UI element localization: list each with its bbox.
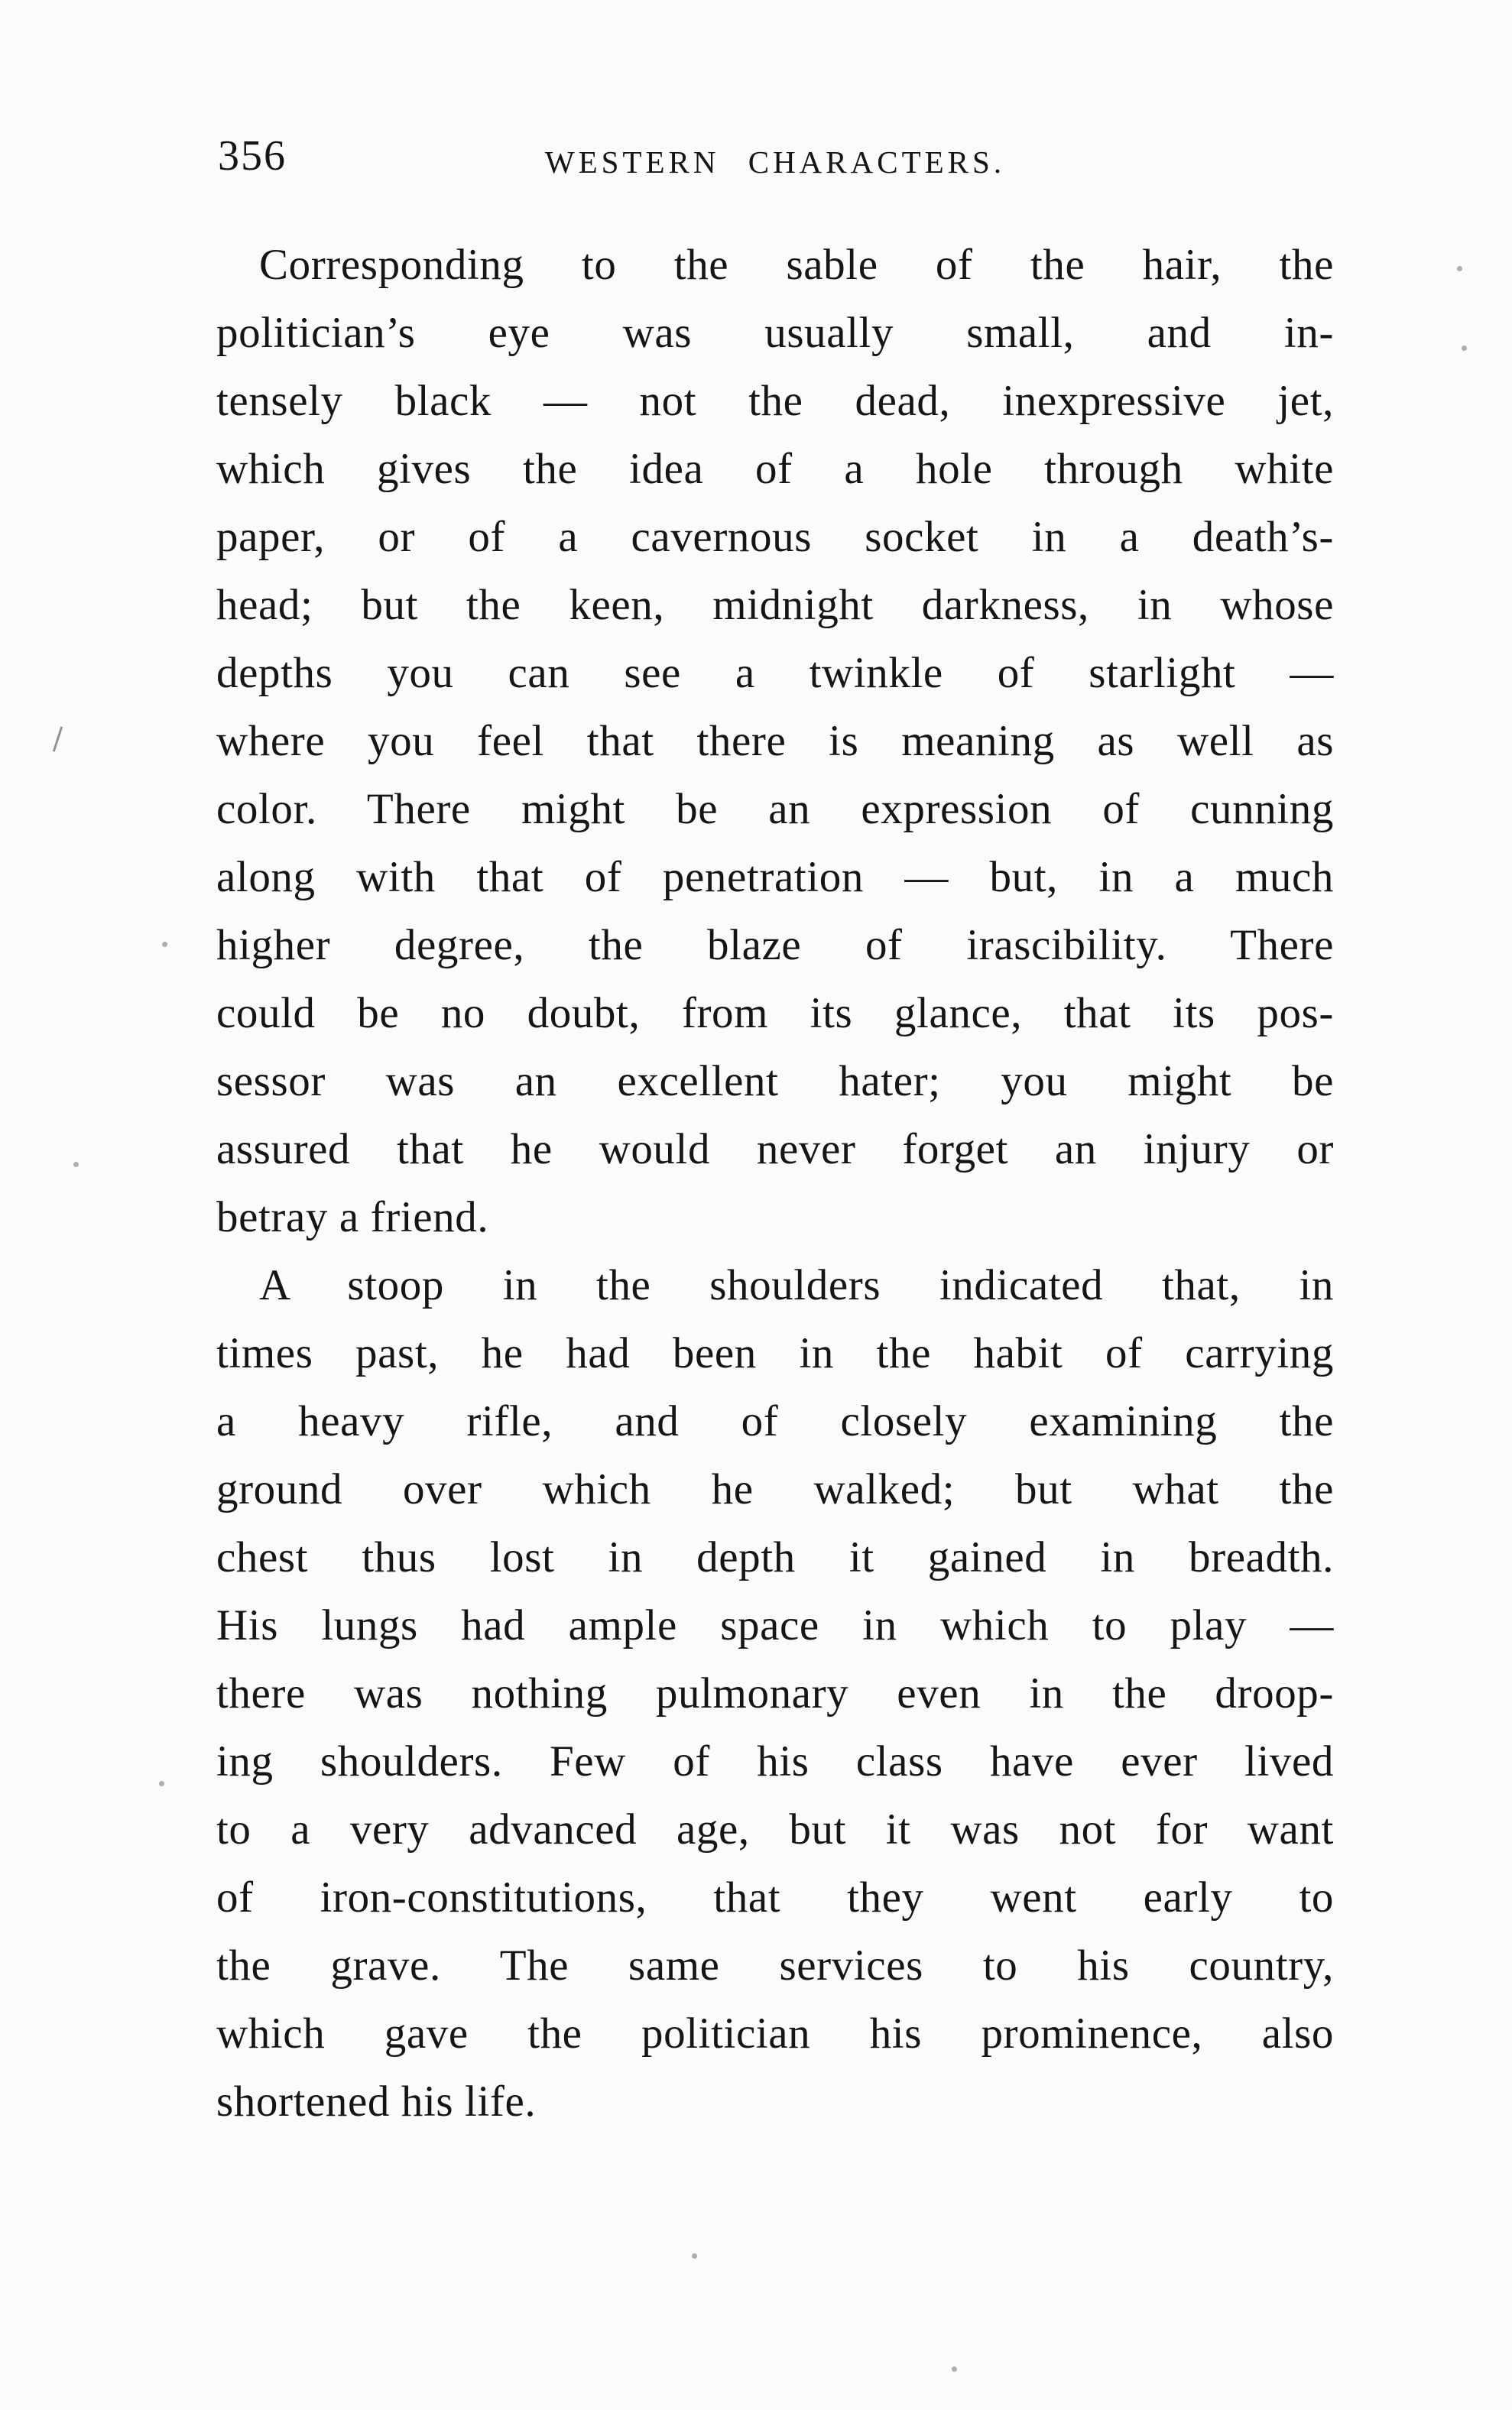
page-number: 356 — [218, 132, 287, 180]
scan-artifact — [73, 1162, 79, 1167]
page-header — [216, 132, 1334, 187]
text-block — [216, 132, 1334, 2136]
scan-artifact — [159, 1781, 164, 1786]
text-line: along with that of penetration — but, in a much — [216, 853, 1334, 901]
text-line: A stoop in the shoulders indicated that, in — [259, 1261, 1334, 1309]
running-title: WESTERN CHARACTERS. — [544, 144, 1006, 180]
text-line: His lungs had ample space in which to play — — [216, 1601, 1334, 1649]
text-line: a heavy rifle, and of closely examining the — [216, 1397, 1334, 1445]
text-line: chest thus lost in depth it gained in breadth. — [216, 1533, 1334, 1581]
text-line: higher degree, the blaze of irascibility. There — [216, 921, 1334, 969]
text-line: there was nothing pulmonary even in the droop- — [216, 1669, 1334, 1717]
text-line: shortened his life. — [216, 2078, 537, 2126]
text-line: politician’s eye was usually small, and in- — [216, 309, 1334, 357]
text-line: ground over which he walked; but what the — [216, 1465, 1334, 1513]
scan-artifact — [952, 2366, 957, 2372]
text-line: depths you can see a twinkle of starlight — — [216, 649, 1334, 697]
text-line: of iron-constitutions, that they went early to — [216, 1873, 1334, 1922]
text-line: betray a friend. — [216, 1193, 489, 1241]
paragraph-2 — [216, 1251, 1334, 2136]
text-line: color. There might be an expression of cunning — [216, 785, 1334, 833]
text-line: assured that he would never forget an injury or — [216, 1125, 1334, 1173]
scan-artifact — [162, 942, 167, 947]
text-line: where you feel that there is meaning as well as — [216, 717, 1334, 765]
paragraph-1 — [216, 231, 1334, 1251]
scan-artifact — [53, 726, 63, 751]
text-line: which gives the idea of a hole through white — [216, 445, 1334, 493]
scan-artifact — [1457, 266, 1462, 271]
text-line: Corresponding to the sable of the hair, the — [259, 241, 1334, 289]
text-line: the grave. The same services to his country, — [216, 1941, 1334, 1990]
scan-artifact — [1462, 345, 1467, 351]
page-body — [216, 231, 1334, 2136]
text-line: which gave the politician his prominence, also — [216, 2009, 1334, 2058]
text-line: times past, he had been in the habit of carrying — [216, 1329, 1334, 1377]
scan-artifact — [692, 2253, 697, 2259]
text-line: ing shoulders. Few of his class have ever lived — [216, 1737, 1334, 1786]
text-line: to a very advanced age, but it was not for want — [216, 1805, 1334, 1854]
text-line: paper, or of a cavernous socket in a death’s- — [216, 513, 1334, 561]
text-line: could be no doubt, from its glance, that its pos- — [216, 989, 1334, 1037]
text-line: tensely black — not the dead, inexpressive jet, — [216, 377, 1334, 425]
text-line: head; but the keen, midnight darkness, in whose — [216, 581, 1334, 629]
text-line: sessor was an excellent hater; you might be — [216, 1057, 1334, 1105]
